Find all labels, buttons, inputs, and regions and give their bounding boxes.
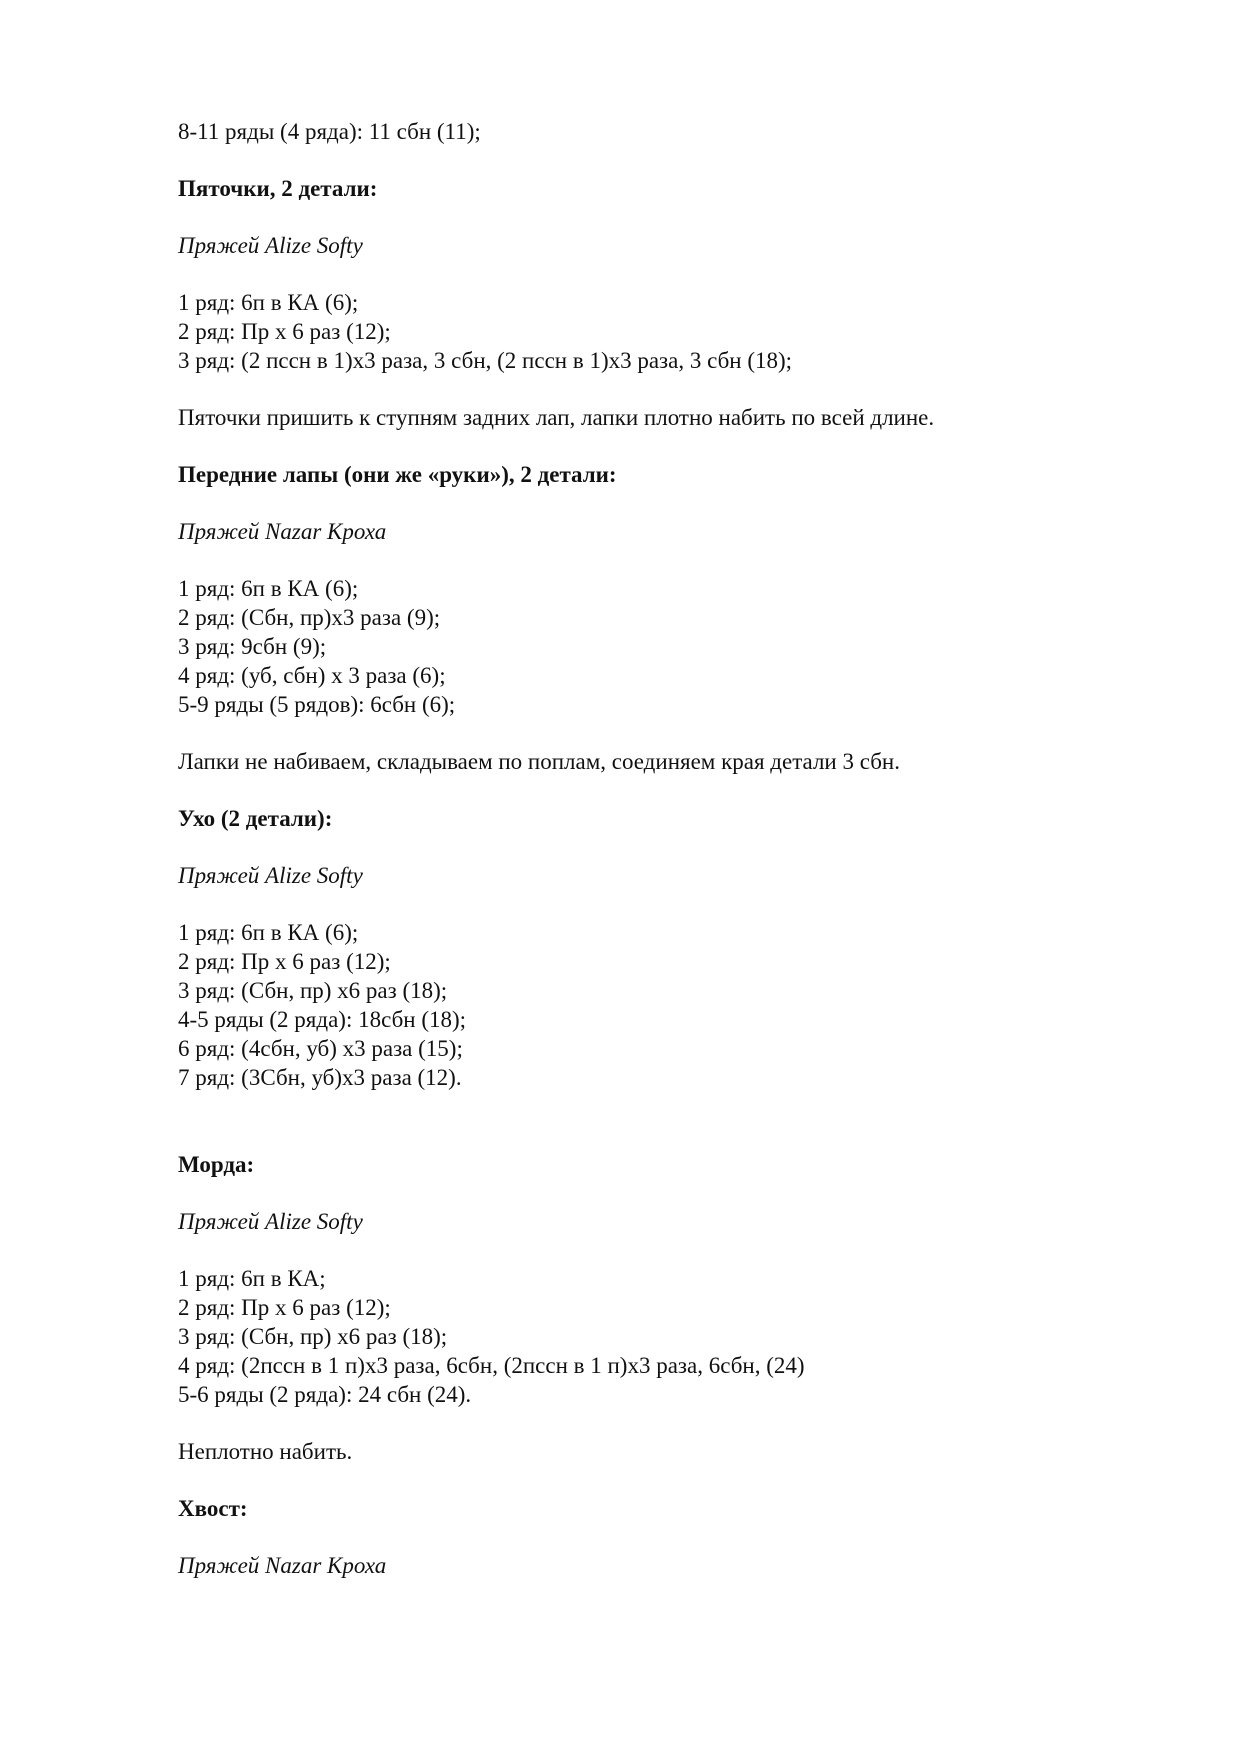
pattern-row: 1 ряд: 6п в КА (6); (178, 290, 359, 315)
section-muzzle-yarn-block (178, 1207, 1078, 1236)
pattern-row: 1 ряд: 6п в КА (6); (178, 576, 359, 601)
section-heels-note-block (178, 403, 1078, 432)
section-front-paws-title-block (178, 460, 1078, 489)
pattern-row: 7 ряд: (3Сбн, уб)х3 раза (12). (178, 1065, 462, 1090)
pattern-row: 5-6 ряды (2 ряда): 24 сбн (24). (178, 1382, 472, 1407)
section-muzzle-title-block (178, 1150, 1078, 1179)
section-spacer (178, 1120, 1078, 1150)
section-muzzle-rows (178, 1264, 1078, 1409)
section-tail-yarn-block (178, 1551, 1078, 1580)
instruction-note-heels: Пяточки пришить к ступням задних лап, лапки плотно набить по всей длине. (178, 405, 935, 430)
section-heading-tail: Хвост: (178, 1496, 248, 1521)
yarn-note-muzzle: Пряжей Alize Softy (178, 1209, 363, 1234)
section-heels-rows (178, 288, 1078, 375)
yarn-note-heels: Пряжей Alize Softy (178, 233, 363, 258)
section-ear-title-block (178, 804, 1078, 833)
pattern-row: 4 ряд: (уб, сбн) х 3 раза (6); (178, 663, 446, 688)
section-heels-title-block (178, 174, 1078, 203)
yarn-note-ear: Пряжей Alize Softy (178, 863, 363, 888)
pattern-row: 2 ряд: Пр х 6 раз (12); (178, 319, 391, 344)
section-ear-yarn-block (178, 861, 1078, 890)
section-heading-front-paws: Передние лапы (они же «руки»), 2 детали: (178, 462, 617, 487)
pattern-row: 3 ряд: (2 пссн в 1)х3 раза, 3 сбн, (2 пссн в 1)х3 раза, 3 сбн (18); (178, 348, 793, 373)
section-front-paws-yarn-block (178, 517, 1078, 546)
section-front-paws-rows (178, 574, 1078, 719)
section-heels-yarn-block (178, 231, 1078, 260)
section-muzzle-note-block (178, 1437, 1078, 1466)
pattern-row: 3 ряд: (Сбн, пр) х6 раз (18); (178, 1324, 448, 1349)
instruction-note-front-paws: Лапки не набиваем, складываем по поплам, соединяем края детали 3 сбн. (178, 749, 900, 774)
page-content (178, 117, 1078, 1608)
section-ear-rows (178, 918, 1078, 1092)
yarn-note-front-paws: Пряжей Nazar Кроха (178, 519, 387, 544)
intro-block (178, 117, 1078, 146)
pattern-row: 5-9 ряды (5 рядов): 6сбн (6); (178, 692, 456, 717)
section-heading-heels: Пяточки, 2 детали: (178, 176, 378, 201)
pattern-row: 3 ряд: 9сбн (9); (178, 634, 327, 659)
yarn-note-tail: Пряжей Nazar Кроха (178, 1553, 387, 1578)
pattern-row: 2 ряд: Пр х 6 раз (12); (178, 949, 391, 974)
section-heading-muzzle: Морда: (178, 1152, 255, 1177)
section-front-paws-note-block (178, 747, 1078, 776)
pattern-row: 1 ряд: 6п в КА; (178, 1266, 326, 1291)
pattern-row: 2 ряд: (Сбн, пр)х3 раза (9); (178, 605, 441, 630)
pattern-row: 1 ряд: 6п в КА (6); (178, 920, 359, 945)
section-heading-ear: Ухо (2 детали): (178, 806, 333, 831)
section-tail-title-block (178, 1494, 1078, 1523)
pattern-row: 3 ряд: (Сбн, пр) х6 раз (18); (178, 978, 448, 1003)
pattern-row: 6 ряд: (4сбн, уб) х3 раза (15); (178, 1036, 463, 1061)
instruction-note-muzzle: Неплотно набить. (178, 1439, 353, 1464)
pattern-row: 8-11 ряды (4 ряда): 11 сбн (11); (178, 119, 481, 144)
pattern-row: 2 ряд: Пр х 6 раз (12); (178, 1295, 391, 1320)
pattern-row: 4-5 ряды (2 ряда): 18сбн (18); (178, 1007, 467, 1032)
pattern-row: 4 ряд: (2пссн в 1 п)х3 раза, 6сбн, (2пссн в 1 п)х3 раза, 6сбн, (24) (178, 1353, 805, 1378)
